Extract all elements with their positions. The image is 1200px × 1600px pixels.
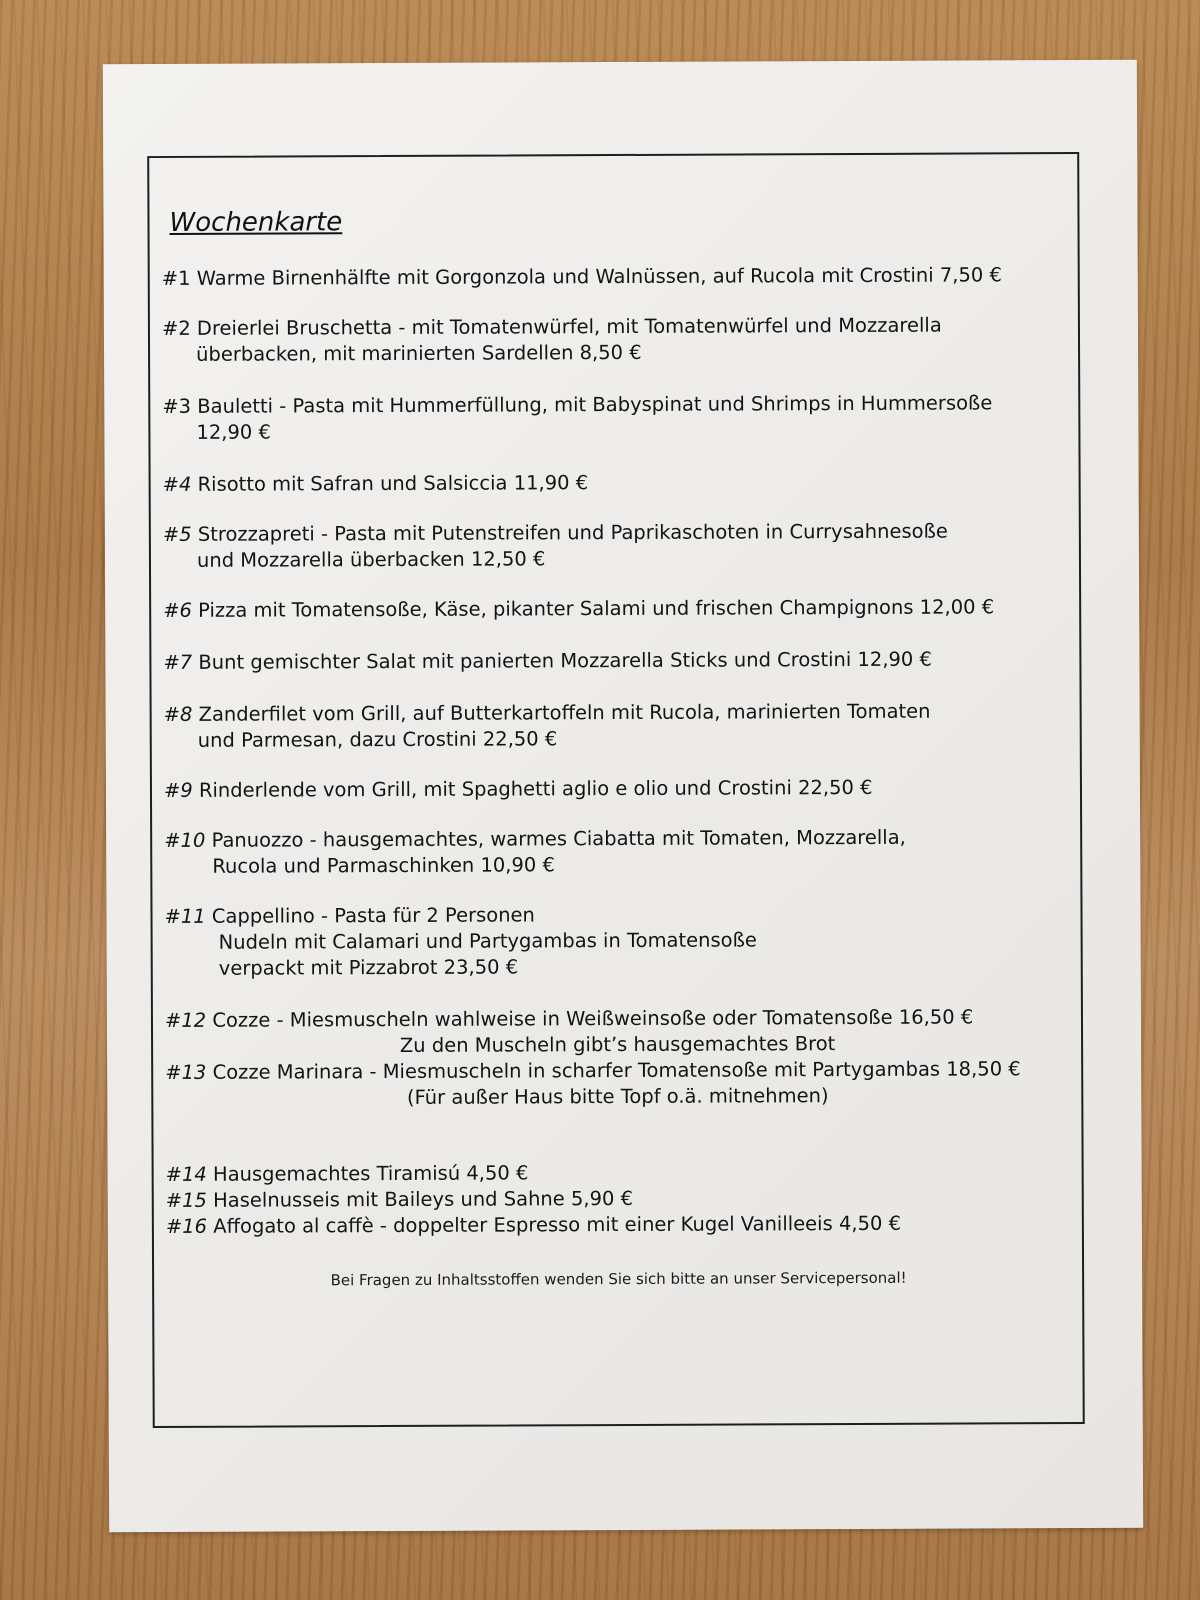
menu-item-1 xyxy=(162,262,1067,292)
menu-item-11 xyxy=(164,900,1069,982)
menu-item-2 xyxy=(162,312,1067,368)
item-number: #2 xyxy=(161,316,191,341)
item-text: Affogato al caffè - doppelter Espresso mit einer Kugel Vanilleeis 4,50 € xyxy=(213,1211,902,1238)
menu-item-13 xyxy=(165,1056,1070,1086)
item-number: #16 xyxy=(165,1214,208,1238)
menu-item-7 xyxy=(163,646,1068,676)
item-number: #13 xyxy=(165,1060,207,1084)
item-number: #9 xyxy=(163,778,193,803)
item-note: Zu den Muscheln gibt’s hausgemachtes Brot xyxy=(399,1032,836,1057)
item-number: #14 xyxy=(165,1162,207,1186)
item-text-continued: Nudeln mit Calamari und Partygambas in Tomatensoße xyxy=(218,928,757,954)
item-text: Hausgemachtes Tiramisú 4,50 € xyxy=(212,1161,529,1186)
menu-list xyxy=(161,262,1067,1290)
item-number: #3 xyxy=(162,394,192,419)
menu-item-4 xyxy=(163,468,1068,498)
item-text-continued: überbacken, mit marinierten Sardellen 8,50 € xyxy=(196,340,642,366)
item-number: #11 xyxy=(164,904,206,929)
item-number: #7 xyxy=(163,650,193,675)
item-number: #1 xyxy=(161,266,191,291)
item-text: Strozzapreti - Pasta mit Putenstreifen und Paprikaschoten in Currysahnesoße xyxy=(197,519,948,546)
item-text-continued: und Mozzarella überbacken 12,50 € xyxy=(196,547,546,572)
menu-item-10 xyxy=(164,824,1069,880)
menu-item-6 xyxy=(163,594,1068,624)
menu-item-16 xyxy=(166,1210,1071,1240)
item-text: Dreierlei Bruschetta - mit Tomatenwürfel, mit Tomatenwürfel und Mozzarella xyxy=(196,313,942,340)
item-note: (Für außer Haus bitte Topf o.ä. mitnehmen) xyxy=(406,1084,829,1109)
item-text: Zanderfilet vom Grill, auf Butterkartoffeln mit Rucola, marinierten Tomaten xyxy=(198,699,931,726)
item-text: Haselnusseis mit Baileys und Sahne 5,90 € xyxy=(213,1186,634,1212)
menu-item-8 xyxy=(164,698,1069,754)
menu-sheet xyxy=(103,60,1143,1532)
page-title: Wochenkarte xyxy=(169,207,343,238)
menu-item-14 xyxy=(166,1158,1071,1188)
menu-item-5 xyxy=(163,518,1068,574)
item-number: #8 xyxy=(163,702,193,727)
item-text: Cozze Marinara - Miesmuscheln in scharfer Tomatensoße mit Partygambas 18,50 € xyxy=(212,1057,1021,1084)
menu-item-9 xyxy=(164,774,1069,804)
item-number: #15 xyxy=(165,1188,207,1212)
item-text: Cappellino - Pasta für 2 Personen xyxy=(211,903,535,928)
item-text: Rinderlende vom Grill, mit Spaghetti aglio e olio und Crostini 22,50 € xyxy=(198,775,873,802)
item-text: Pizza mit Tomatensoße, Käse, pikanter Salami und frischen Champignons 12,00 € xyxy=(198,595,995,622)
item-text: Cozze - Miesmuscheln wahlweise in Weißweinsoße oder Tomatensoße 16,50 € xyxy=(212,1005,974,1032)
item-number: #6 xyxy=(163,598,192,623)
item-number: #4 xyxy=(162,472,192,497)
menu-item-3 xyxy=(162,390,1067,446)
menu-item-15 xyxy=(166,1184,1071,1214)
item-text-continued: verpackt mit Pizzabrot 23,50 € xyxy=(218,955,519,980)
item-text: Bunt gemischter Salat mit panierten Mozzarella Sticks und Crostini 12,90 € xyxy=(198,647,932,674)
item-text: Risotto mit Safran und Salsiccia 11,90 € xyxy=(197,471,589,496)
item-text: Warme Birnenhälfte mit Gorgonzola und Walnüssen, auf Rucola mit Crostini 7,50 € xyxy=(196,263,1002,290)
item-text-continued: 12,90 € xyxy=(196,420,271,444)
allergen-note: Bei Fragen zu Inhaltsstoffen wenden Sie sich bitte an unser Servicepersonal! xyxy=(330,1268,907,1290)
item-number: #5 xyxy=(162,522,192,547)
menu-frame xyxy=(147,152,1085,1428)
item-text: Bauletti - Pasta mit Hummerfüllung, mit Babyspinat und Shrimps in Hummersoße xyxy=(197,391,993,418)
item-number: #12 xyxy=(164,1008,207,1033)
menu-item-12 xyxy=(165,1004,1070,1034)
item-number: #10 xyxy=(164,828,206,853)
item-text: Panuozzo - hausgemachtes, warmes Ciabatta mit Tomaten, Mozzarella, xyxy=(211,825,906,852)
item-text-continued: und Parmesan, dazu Crostini 22,50 € xyxy=(197,727,558,752)
item-text-continued: Rucola und Parmaschinken 10,90 € xyxy=(212,853,555,878)
